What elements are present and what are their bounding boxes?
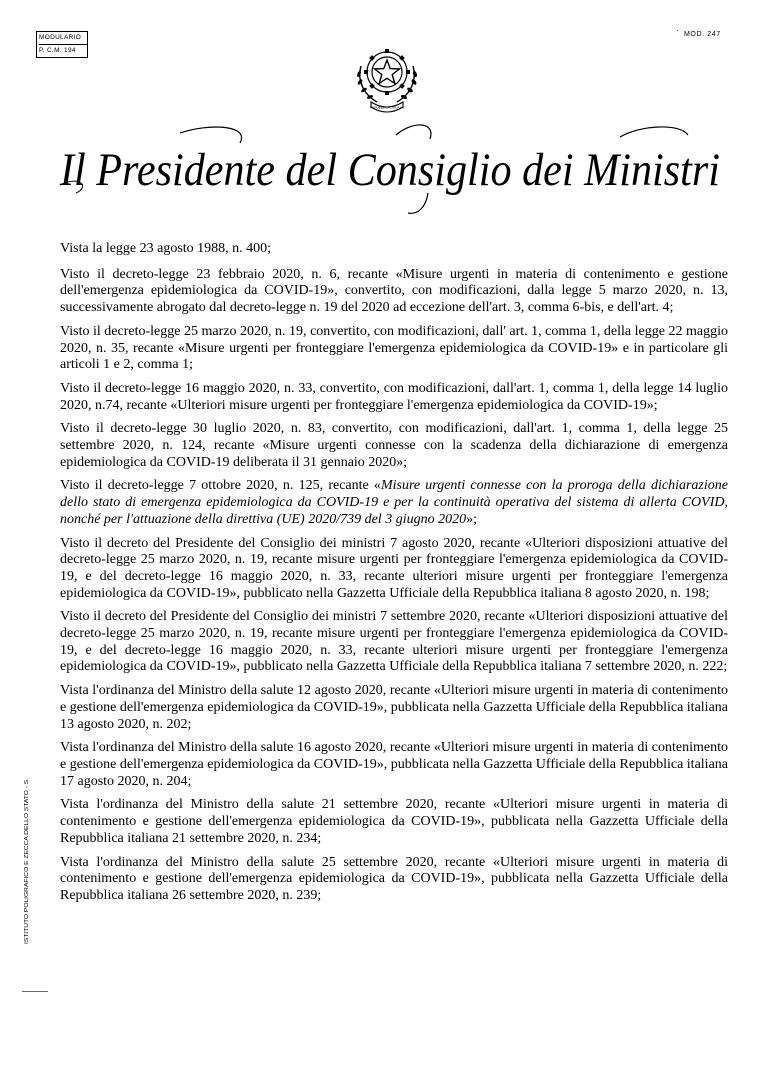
page-title	[40, 115, 740, 225]
paragraph: Visto il decreto-legge 23 febbraio 2020, n. 6, recante «Misure urgenti in materia di contenimento e gestione dell'emergenza epidemiologica da COVID-19», convertito, con modificazioni, dalla legge 5 marzo 2020, n. 13, successivamente abrogato dal decreto-legge n. 19 del 2020 ad eccezione dell'art. 3, comma 6-bis, e dell'art. 4;	[60, 266, 728, 316]
margin-label	[12, 776, 42, 944]
emblem-motto: REPUBBLICA ITALIANA	[370, 105, 404, 110]
modulario-stamp	[36, 31, 88, 58]
paragraph: Visto il decreto-legge 16 maggio 2020, n. 33, convertito, con modificazioni, dall'art. 1, comma 1, della legge 14 luglio 2020, n.74, recante «Ulteriori misure urgenti per fronteggiare l'emergenza epidemiologica da COVID-19»;	[60, 380, 728, 413]
paragraph: Vista l'ordinanza del Ministro della salute 16 agosto 2020, recante «Ulteriori misure urgenti in materia di contenimento e gestione dell'emergenza epidemiologica da COVID-19», pubblicata nella Gazzetta Ufficiale della Repubblica italiana 17 agosto 2020, n. 204;	[60, 740, 728, 789]
paragraph: Visto il decreto del Presidente del Consiglio dei ministri 7 settembre 2020, recante «Ulteriori disposizioni attuative del decreto-legge 25 marzo 2020, n. 19, recante misure urgenti per fronteggiare l'emergenza epidemiologica da COVID-19, e del decreto-legge 16 maggio 2020, n. 33, recante ulteriori misure urgenti per fronteggiare l'emergenza epidemiologica da COVID-19», pubblicato nella Gazzetta Ufficiale della Repubblica italiana 7 settembre 2020, n. 222;	[60, 609, 728, 675]
paragraph: Vista l'ordinanza del Ministro della salute 25 settembre 2020, recante «Ulteriori misure urgenti in materia di contenimento e gestione dell'emergenza epidemiologica da COVID-19», pubblicata nella Gazzetta Ufficiale della Repubblica italiana 26 settembre 2020, n. 239;	[60, 854, 728, 903]
paragraph-text: »;	[466, 511, 477, 527]
document-body	[60, 241, 728, 912]
paragraph	[60, 478, 728, 528]
paragraph: Vista l'ordinanza del Ministro della salute 21 settembre 2020, recante «Ulteriori misure urgenti in materia di contenimento e gestione dell'emergenza epidemiologica da COVID-19», pubblicata nella Gazzetta Ufficiale della Repubblica italiana 21 settembre 2020, n. 234;	[60, 797, 728, 846]
margin-label-text: ISTITUTO POLIGRAFICO E ZECCA DELLO STATO - S.	[24, 803, 30, 944]
title-text: Il Presidente del Consiglio dei Ministri	[59, 144, 721, 196]
paragraph: Visto il decreto-legge 25 marzo 2020, n. 19, convertito, con modificazioni, dall' art. 1, comma 1, della legge 22 maggio 2020, n. 35, recante «Misure urgenti per fronteggiare l'emergenza epidemiologica da COVID-19» e in particolare gli articoli 1 e 2, comma 1;	[60, 323, 728, 373]
paragraph: Vista l'ordinanza del Ministro della salute 12 agosto 2020, recante «Ulteriori misure urgenti in materia di contenimento e gestione dell'emergenza epidemiologica da COVID-19», pubblicata nella Gazzetta Ufficiale della Repubblica italiana 13 agosto 2020, n. 202;	[60, 683, 728, 732]
paragraph: Visto il decreto del Presidente del Consiglio dei ministri 7 agosto 2020, recante «Ulteriori disposizioni attuative del decreto-legge 25 marzo 2020, n. 19, recante misure urgenti per fronteggiare l'emergenza epidemiologica da COVID-19, e del decreto-legge 16 maggio 2020, n. 33, recante ulteriori misure urgenti per fronteggiare l'emergenza epidemiologica da COVID-19», pubblicato nella Gazzetta Ufficiale della Repubblica italiana 8 agosto 2020, n. 198;	[60, 535, 728, 601]
emblem-of-italy-icon	[347, 36, 427, 116]
paragraph-text: Visto il decreto-legge 7 ottobre 2020, n. 125, recante «	[60, 478, 381, 494]
mod-dot: ·	[676, 26, 679, 35]
paragraph: Vista la legge 23 agosto 1988, n. 400;	[60, 241, 272, 256]
margin-line	[22, 991, 48, 992]
italic-title: Misure urgenti connesse con la proroga della dichiarazione dello stato di emergenza epidemiologica da COVID-19 e per la continuità operativa del sistema di allerta COVID, nonché per l'attuazione della direttiva (UE) 2020/739 del 3 giugno 2020	[60, 478, 728, 527]
stamp-line-2: P. C.M. 194	[39, 47, 76, 54]
stamp-line-1: MODULARIO	[39, 32, 87, 45]
mod-label: MOD. 247	[684, 31, 721, 38]
paragraph: Visto il decreto-legge 30 luglio 2020, n. 83, convertito, con modificazioni, dall'art. 1, comma 1, della legge 25 settembre 2020, n. 124, recante «Misure urgenti connesse con la scadenza della dichiarazione di emergenza epidemiologica da COVID-19 deliberata il 31 gennaio 2020»;	[60, 421, 728, 470]
